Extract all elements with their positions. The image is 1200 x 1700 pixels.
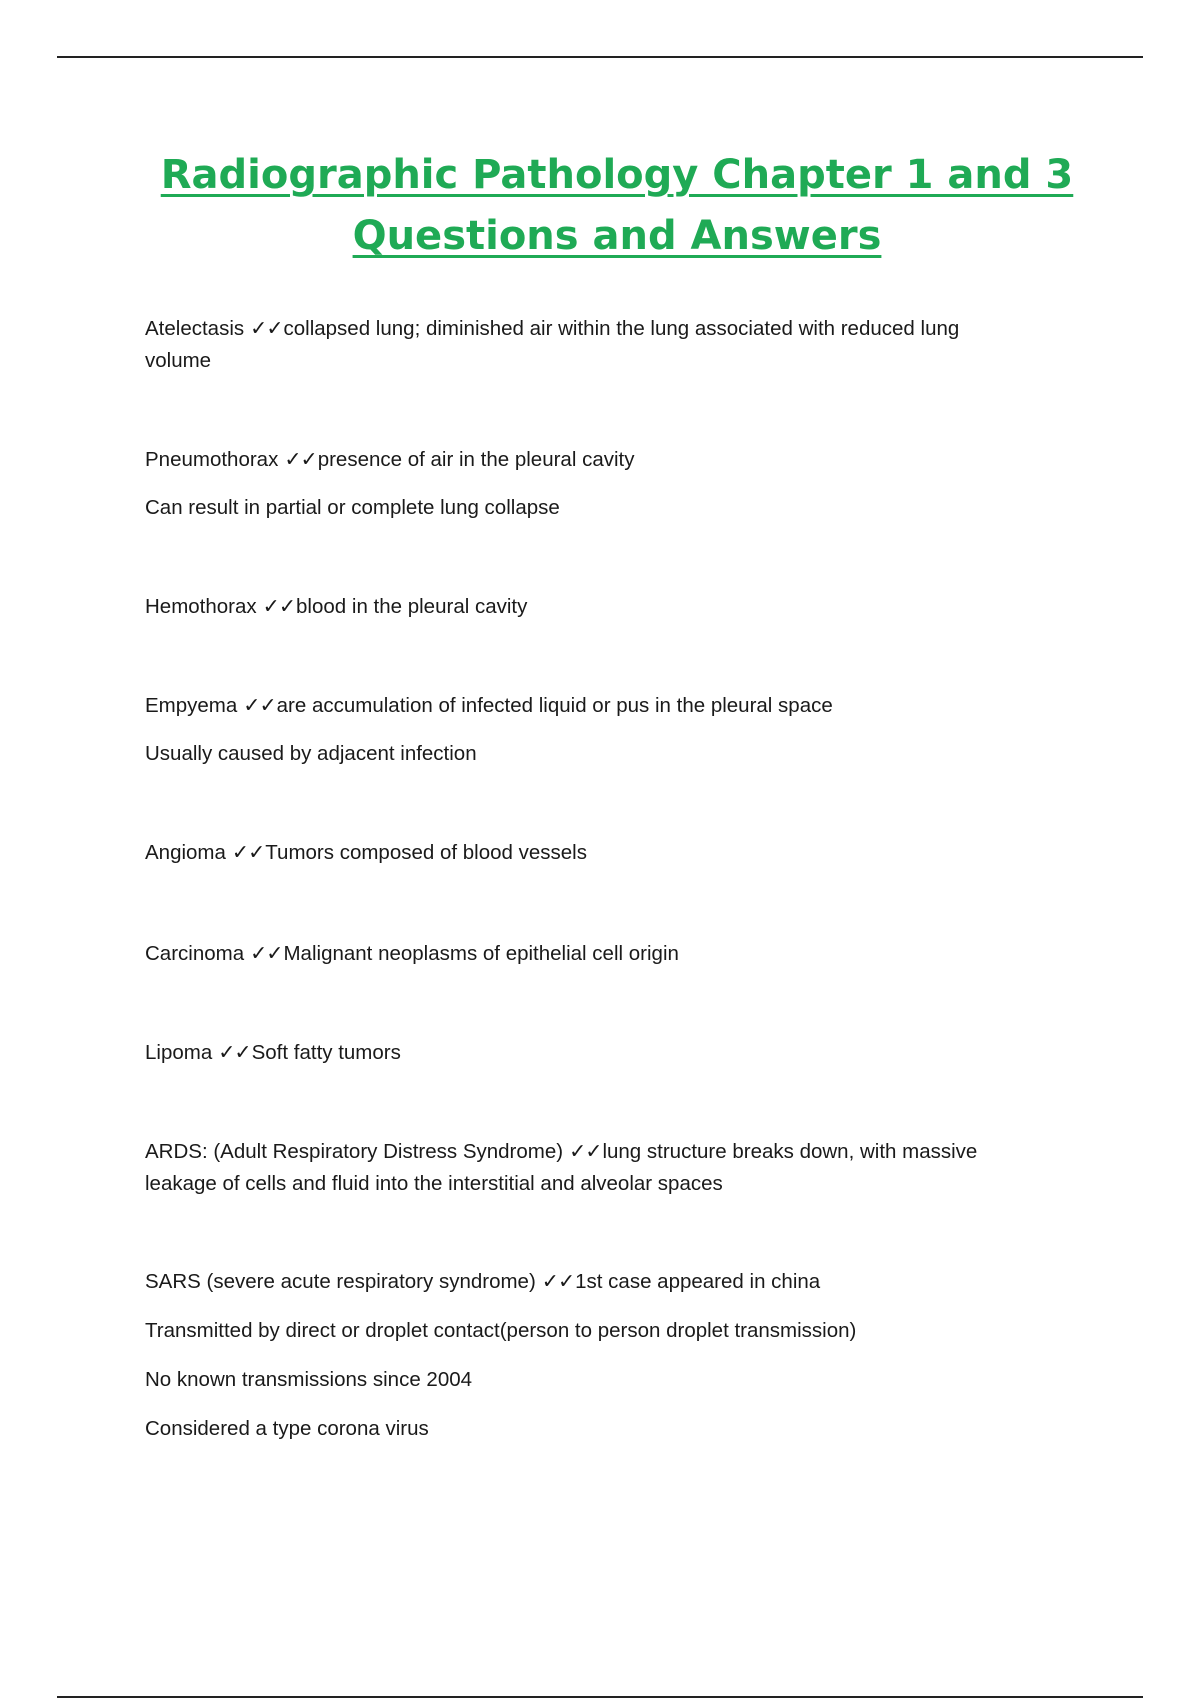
entry-term: ARDS: (Adult Respiratory Distress Syndrome) <box>145 1140 564 1163</box>
entry-answer-continued: leakage of cells and fluid into the interstitial and alveolar spaces <box>145 1172 723 1195</box>
entry-answer: Soft fatty tumors <box>251 1041 401 1064</box>
checkmark-icon: ✓✓ <box>231 841 265 864</box>
checkmark-icon: ✓✓ <box>569 1140 602 1163</box>
entry-answer: 1st case appeared in china <box>575 1270 821 1293</box>
entry-note: No known transmissions since 2004 <box>145 1368 473 1391</box>
entry-line <box>145 690 1065 722</box>
entry-line <box>145 837 1065 869</box>
entry-line <box>145 1037 1065 1069</box>
checkmark-icon: ✓✓ <box>218 1041 251 1064</box>
entry-line <box>145 1136 1065 1168</box>
checkmark-icon: ✓✓ <box>541 1270 575 1293</box>
title-line-1: Radiographic Pathology Chapter 1 and 3 <box>160 152 1074 198</box>
checkmark-icon: ✓✓ <box>284 448 317 471</box>
entry-line <box>145 313 1065 345</box>
checkmark-icon: ✓✓ <box>243 694 276 717</box>
entry-line <box>145 938 1065 970</box>
checkmark-icon: ✓✓ <box>250 942 283 965</box>
entry-term: Hemothorax <box>145 595 257 618</box>
entry-note: Considered a type corona virus <box>145 1417 429 1440</box>
entry-empyema <box>145 690 1065 722</box>
entry-term: Empyema <box>145 694 238 717</box>
entry-answer: Malignant neoplasms of epithelial cell origin <box>283 942 679 965</box>
checkmark-icon: ✓✓ <box>250 317 283 340</box>
entry-term: Lipoma <box>145 1041 213 1064</box>
entry-answer: blood in the pleural cavity <box>296 595 528 618</box>
entry-answer: lung structure breaks down, with massive <box>602 1140 978 1163</box>
entry-note: Can result in partial or complete lung collapse <box>145 496 560 519</box>
bottom-rule <box>57 1696 1143 1698</box>
entry-sars <box>145 1266 1065 1298</box>
entry-term: Atelectasis <box>145 317 245 340</box>
entry-line <box>145 1266 1065 1298</box>
entry-answer: Tumors composed of blood vessels <box>265 841 587 864</box>
entry-line <box>145 591 1065 623</box>
entry-answer: presence of air in the pleural cavity <box>317 448 635 471</box>
entry-term: Pneumothorax <box>145 448 279 471</box>
entry-lipoma <box>145 1037 1065 1069</box>
entry-term: SARS (severe acute respiratory syndrome) <box>145 1270 536 1293</box>
entry-line <box>145 444 1065 476</box>
entry-answer-continued: volume <box>145 349 212 372</box>
entry-atelectasis <box>145 313 1065 377</box>
entry-answer: collapsed lung; diminished air within the lung associated with reduced lung <box>283 317 960 340</box>
entry-answer: are accumulation of infected liquid or pus in the pleural space <box>276 694 833 717</box>
entry-pneumothorax <box>145 444 1065 476</box>
checkmark-icon: ✓✓ <box>262 595 296 618</box>
entry-note: Transmitted by direct or droplet contact(person to person droplet transmission) <box>145 1319 857 1342</box>
entry-ards <box>145 1136 1065 1200</box>
entry-angioma <box>145 837 1065 869</box>
entry-carcinoma <box>145 938 1065 970</box>
entry-term: Angioma <box>145 841 226 864</box>
title-line-2: Questions and Answers <box>352 213 882 259</box>
entry-hemothorax <box>145 591 1065 623</box>
entry-note: Usually caused by adjacent infection <box>145 742 477 765</box>
entry-term: Carcinoma <box>145 942 245 965</box>
